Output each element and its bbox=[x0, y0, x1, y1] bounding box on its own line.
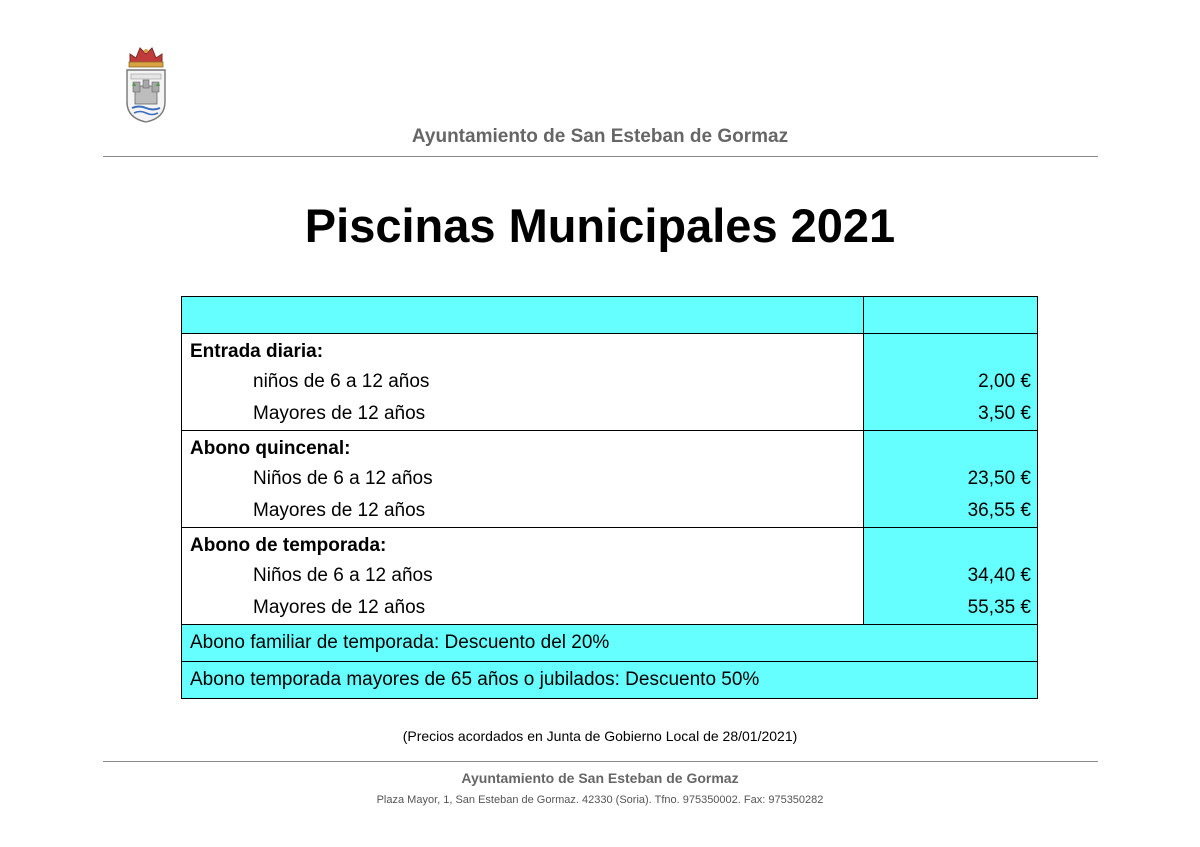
discount-text: Abono temporada mayores de 65 años o jubilados: Descuento 50% bbox=[182, 662, 1038, 699]
category-name: Abono de temporada: bbox=[190, 535, 387, 556]
discount-text: Abono familiar de temporada: Descuento del 20% bbox=[182, 625, 1038, 662]
item-price: 2,00 € bbox=[978, 371, 1031, 392]
footer-address: Plaza Mayor, 1, San Esteban de Gormaz. 42330 (Soria). Tfno. 975350002. Fax: 975350282 bbox=[376, 794, 824, 806]
category-cell bbox=[182, 528, 864, 625]
price-cell bbox=[863, 334, 1037, 431]
item-price: 34,40 € bbox=[967, 565, 1031, 586]
category-name: Abono quincenal: bbox=[190, 438, 351, 459]
table-row bbox=[182, 431, 1038, 528]
table-header-row bbox=[182, 297, 1038, 334]
header-divider bbox=[103, 156, 1098, 157]
price-cell bbox=[863, 431, 1037, 528]
discount-row bbox=[182, 625, 1038, 662]
footer-divider bbox=[103, 761, 1098, 762]
item-price: 23,50 € bbox=[967, 468, 1031, 489]
table-header-cell bbox=[863, 297, 1037, 334]
page-title: Piscinas Municipales 2021 bbox=[304, 199, 896, 252]
table-row bbox=[182, 528, 1038, 625]
item-price: 36,55 € bbox=[967, 500, 1031, 521]
item-label: niños de 6 a 12 años bbox=[253, 371, 430, 392]
item-label: Niños de 6 a 12 años bbox=[253, 468, 433, 489]
header-title: Ayuntamiento de San Esteban de Gormaz bbox=[411, 126, 789, 147]
item-price: 3,50 € bbox=[978, 403, 1031, 424]
price-table bbox=[181, 296, 1038, 699]
item-label: Mayores de 12 años bbox=[253, 403, 426, 424]
coat-of-arms-icon bbox=[124, 42, 168, 124]
category-name: Entrada diaria: bbox=[190, 341, 324, 362]
item-label: Niños de 6 a 12 años bbox=[253, 565, 433, 586]
table-row bbox=[182, 334, 1038, 431]
prices-note: (Precios acordados en Junta de Gobierno Local de 28/01/2021) bbox=[402, 728, 798, 744]
discount-row bbox=[182, 662, 1038, 699]
price-cell bbox=[863, 528, 1037, 625]
footer-title: Ayuntamiento de San Esteban de Gormaz bbox=[461, 770, 739, 786]
item-label: Mayores de 12 años bbox=[253, 597, 426, 618]
table-header-cell bbox=[182, 297, 864, 334]
category-cell bbox=[182, 431, 864, 528]
item-price: 55,35 € bbox=[967, 597, 1031, 618]
item-label: Mayores de 12 años bbox=[253, 500, 426, 521]
category-cell bbox=[182, 334, 864, 431]
